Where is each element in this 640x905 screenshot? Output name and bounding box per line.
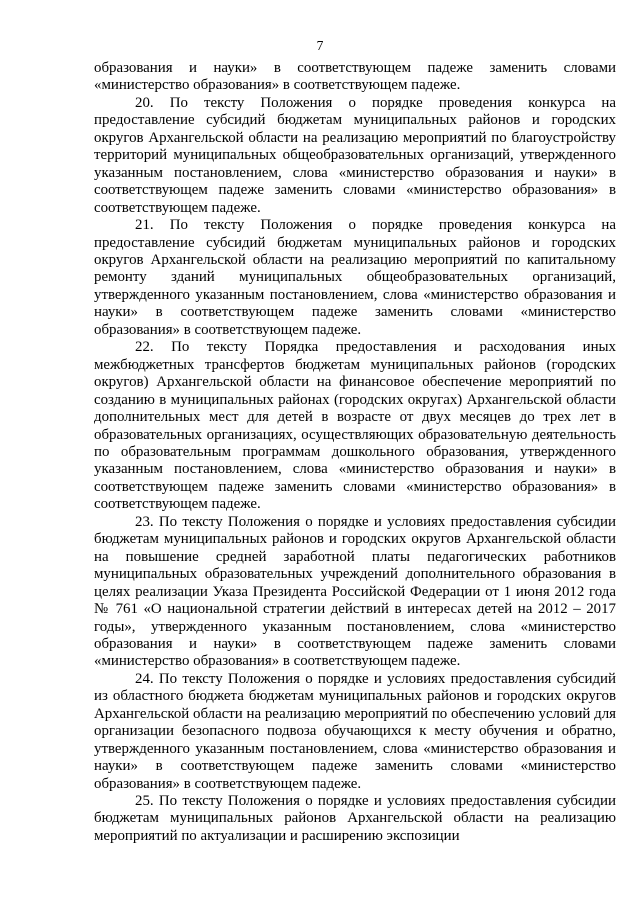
paragraph-20: 20. По тексту Положения о порядке проведения конкурса на предоставление субсидий бюджетам муниципальных районов и городских округов Архангельской области на реализацию мероприятий по благоустройству территорий муниципальных общеобразовательных организаций, утвержденного указанным постановлением, слова «министерство образования и науки» в соответствующем падеже заменить словами «министерство образования» в соответствующем падеже. (94, 94, 616, 216)
paragraph-22: 22. По тексту Порядка предоставления и расходования иных межбюджетных трансфертов бюджетам муниципальных районов (городских округов) Архангельской области на финансовое обеспечение мероприятий по созданию в муниципальных районах (городских округах) Архангельской области дополнительных мест для детей в возрасте от двух месяцев до трех лет в образовательных организациях, осуществляющих образовательную деятельность по образовательным программам дошкольного образования, утвержденного указанным постановлением, слова «министерство образования и науки» в соответствующем падеже заменить словами «министерство образования» в соответствующем падеже. (94, 339, 616, 513)
document-body (94, 60, 616, 845)
paragraph-24: 24. По тексту Положения о порядке и условиях предоставления субсидий из областного бюджета бюджетам муниципальных районов и городских округов Архангельской области на реализацию мероприятий по обеспечению условий для организации безопасного подвоза обучающихся к месту обучения и обратно, утвержденного указанным постановлением, слова «министерство образования и науки» в соответствующем падеже заменить словами «министерство образования» в соответствующем падеже. (94, 670, 616, 792)
paragraph-21: 21. По тексту Положения о порядке проведения конкурса на предоставление субсидий бюджетам муниципальных районов и городских округов Архангельской области на реализацию мероприятий по капитальному ремонту зданий муниципальных общеобразовательных организаций, утвержденного указанным постановлением, слова «министерство образования и науки» в соответствующем падеже заменить словами «министерство образования» в соответствующем падеже. (94, 217, 616, 338)
page-number: 7 (316, 38, 324, 53)
paragraph-continuation: образования и науки» в соответствующем падеже заменить словами «министерство образования» в соответствующем падеже. (94, 60, 616, 94)
paragraph-23: 23. По тексту Положения о порядке и условиях предоставления субсидии бюджетам муниципальных районов и городских округов Архангельской области на повышение средней заработной платы педагогических работников муниципальных образовательных учреждений дополнительного образования в целях реализации Указа Президента Российской Федерации от 1 июня 2012 года № 761 «О национальной стратегии действий в интересах детей на 2012 – 2017 годы», утвержденного указанным постановлением, слова «министерство образования и науки» в соответствующем падеже заменить словами «министерство образования» в соответствующем падеже. (94, 513, 616, 670)
paragraph-25: 25. По тексту Положения о порядке и условиях предоставления субсидии бюджетам муниципальных районов Архангельской области на реализацию мероприятий по актуализации и расширению экспозиции (94, 793, 616, 844)
